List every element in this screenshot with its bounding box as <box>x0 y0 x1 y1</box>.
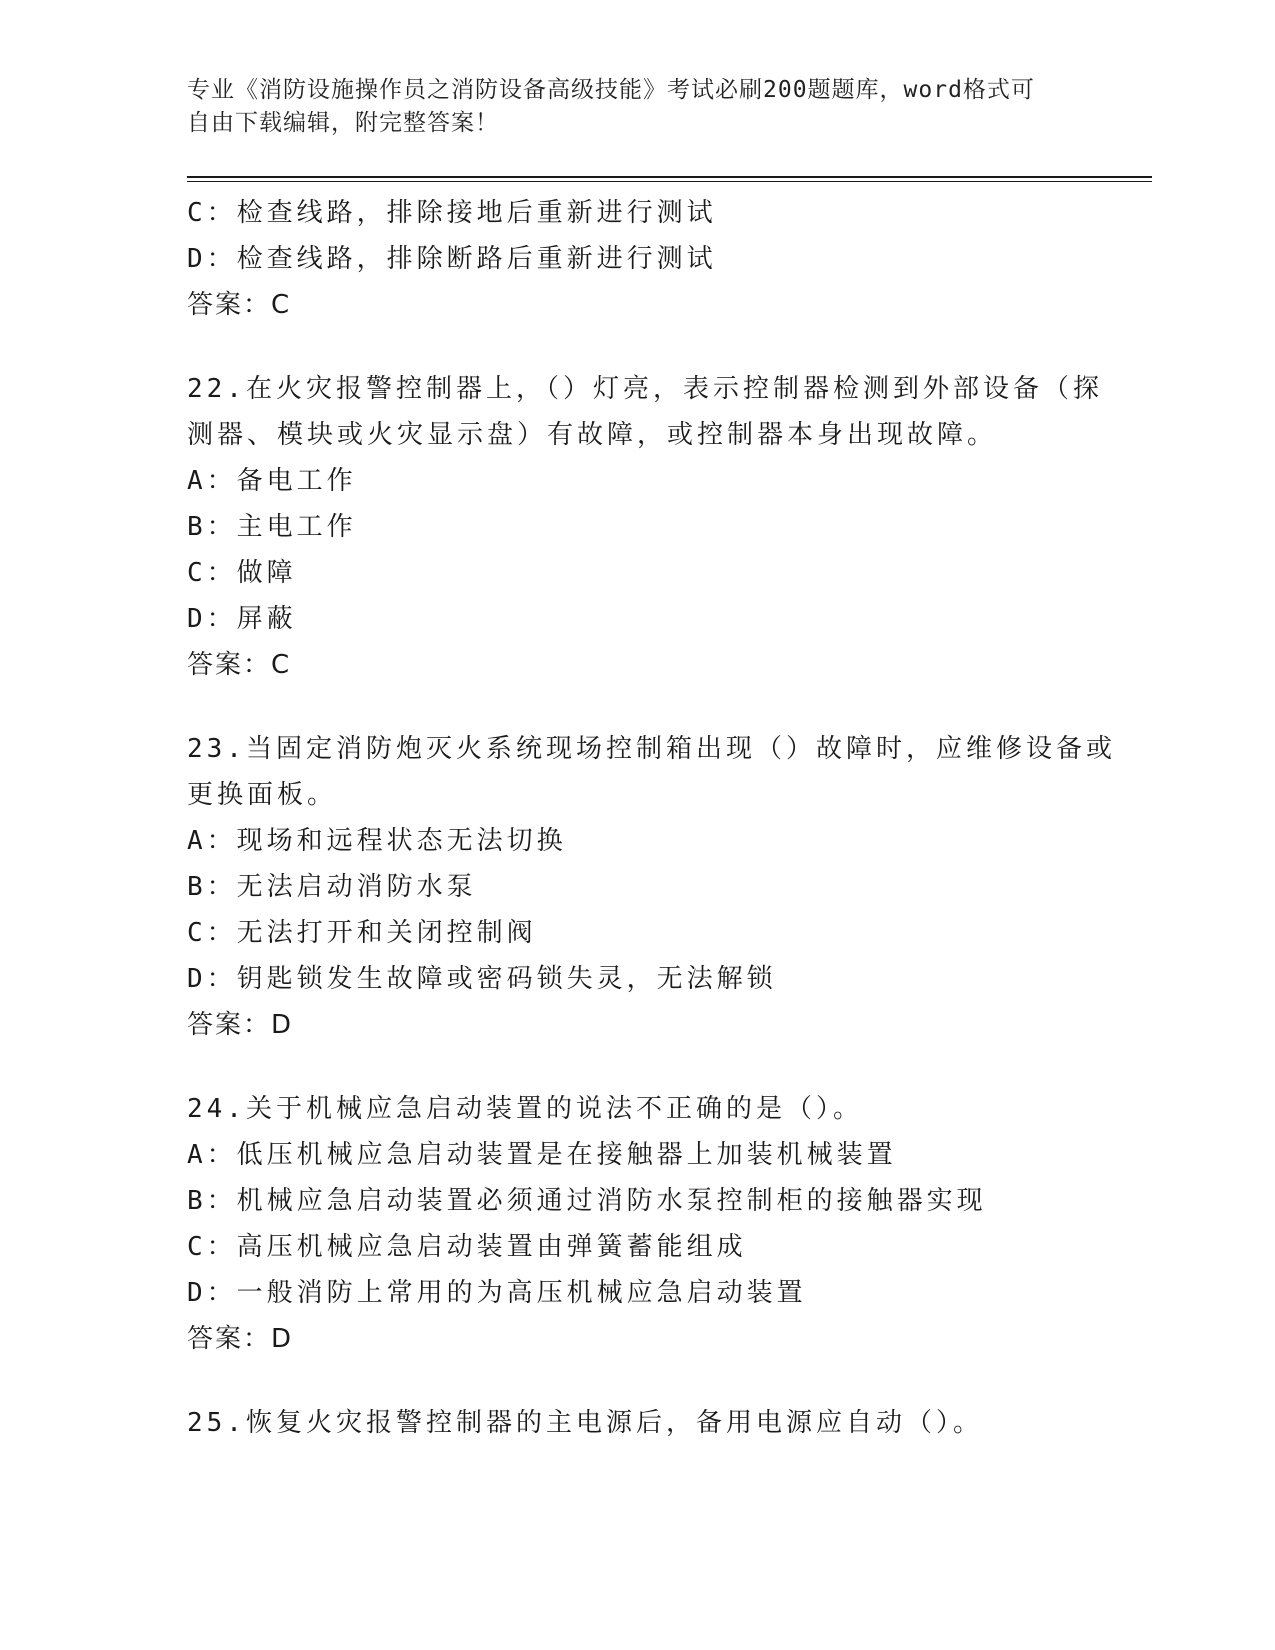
question-text-line: 更换面板。 <box>187 780 338 810</box>
option-c: C：高压机械应急启动装置由弹簧蓄能组成 <box>187 1232 747 1262</box>
option-d: D：检查线路，排除断路后重新进行测试 <box>187 244 717 274</box>
block-spacer <box>187 1362 1087 1400</box>
answer-line: 答案：D <box>187 1324 294 1354</box>
option-a: A：现场和远程状态无法切换 <box>187 826 567 856</box>
option-a: A：备电工作 <box>187 466 357 496</box>
question-text-line: 测器、模块或火灾显示盘）有故障，或控制器本身出现故障。 <box>187 420 998 450</box>
option-c: C：做障 <box>187 558 297 588</box>
question-block-continued <box>187 190 1087 328</box>
question-text-line: 25.恢复火灾报警控制器的主电源后，备用电源应自动（）。 <box>187 1408 983 1438</box>
option-a: A：低压机械应急启动装置是在接触器上加装机械装置 <box>187 1140 897 1170</box>
question-content <box>187 190 1116 1446</box>
document-header <box>187 74 1087 140</box>
question-block-25 <box>187 1400 1087 1446</box>
option-c: C：检查线路，排除接地后重新进行测试 <box>187 198 717 228</box>
block-spacer <box>187 1048 1087 1086</box>
block-spacer <box>187 328 1087 366</box>
option-b: B：主电工作 <box>187 512 357 542</box>
option-d: D：钥匙锁发生故障或密码锁失灵，无法解锁 <box>187 964 777 994</box>
option-b: B：机械应急启动装置必须通过消防水泵控制柜的接触器实现 <box>187 1186 987 1216</box>
question-block-22 <box>187 366 1103 688</box>
question-text-line: 23.当固定消防炮灭火系统现场控制箱出现（）故障时，应维修设备或 <box>187 734 1116 764</box>
option-d: D：一般消防上常用的为高压机械应急启动装置 <box>187 1278 807 1308</box>
answer-line: 答案：D <box>187 1010 294 1040</box>
question-text-line: 24.关于机械应急启动装置的说法不正确的是（）。 <box>187 1094 863 1124</box>
option-b: B：无法启动消防水泵 <box>187 872 477 902</box>
header-line-2: 自由下载编辑，附完整答案！ <box>187 110 499 136</box>
header-line-1: 专业《消防设施操作员之消防设备高级技能》考试必刷200题题库，word格式可 <box>187 77 1035 103</box>
answer-line: 答案：C <box>187 650 292 680</box>
question-block-23 <box>187 726 1116 1048</box>
question-text-line: 22.在火灾报警控制器上，（）灯亮，表示控制器检测到外部设备（探 <box>187 374 1103 404</box>
answer-line: 答案：C <box>187 290 292 320</box>
question-block-24 <box>187 1086 1087 1362</box>
header-divider-thick <box>187 176 1152 178</box>
header-divider-thin <box>187 181 1152 182</box>
option-c: C：无法打开和关闭控制阀 <box>187 918 537 948</box>
block-spacer <box>187 688 1087 726</box>
option-d: D：屏蔽 <box>187 604 297 634</box>
